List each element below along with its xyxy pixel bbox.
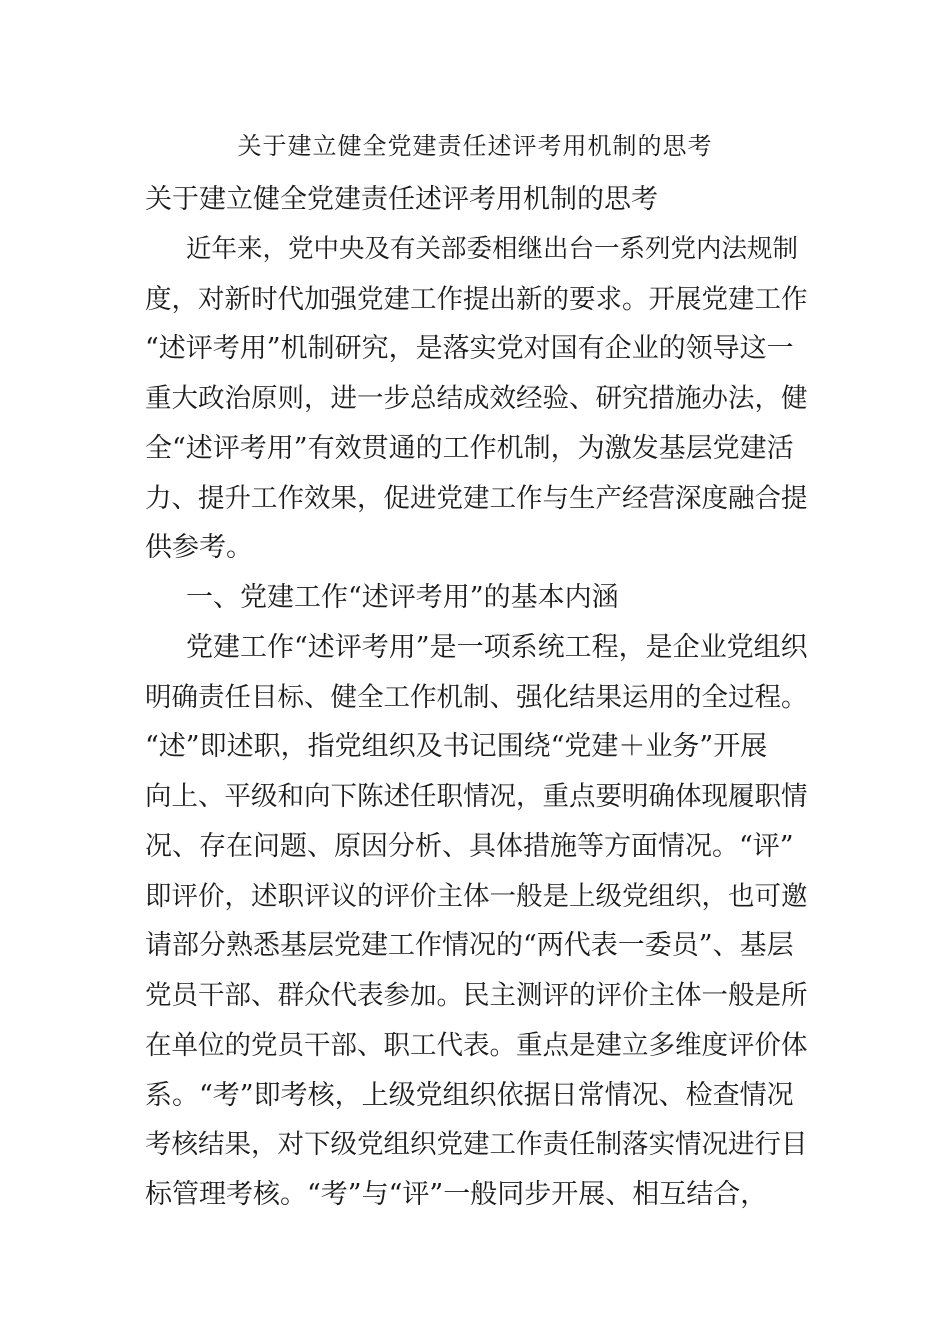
text-line: 党建工作“述评考用”是一项系统工程，是企业党组织 [186,631,808,663]
document-title: 关于建立健全党建责任述评考用机制的思考 [237,132,713,160]
text-line: “述评考用”机制研究，是落实党对国有企业的领导这一 [145,333,794,365]
text-line: 重大政治原则，进一步总结成效经验、研究措施办法，健 [145,383,808,414]
text-line: 全“述评考用”有效贯通的工作机制，为激发基层党建活 [145,432,794,464]
text-line: 请部分熟悉基层党建工作情况的“两代表一委员”、基层 [145,930,794,962]
text-line: 供参考。 [145,532,253,564]
text-line: 系。“考”即考核，上级党组织依据日常情况、检查情况 [145,1079,794,1111]
text-line: “述”即述职，指党组织及书记围绕“党建＋业务”开展 [145,731,768,763]
text-line: 近年来，党中央及有关部委相继出台一系列党内法规制 [186,233,799,264]
text-line: 明确责任目标、健全工作机制、强化结果运用的全过程。 [145,681,808,713]
document-subtitle: 关于建立健全党建责任述评考用机制的思考 [145,184,658,215]
text-line: 标管理考核。“考”与“评”一般同步开展、相互结合， [145,1179,768,1210]
text-line: 党员干部、群众代表参加。民主测评的评价主体一般是所 [145,980,808,1011]
text-line: 即评价，述职评议的评价主体一般是上级党组织，也可邀 [145,880,808,912]
text-line: 力、提升工作效果，促进党建工作与生产经营深度融合提 [145,482,808,514]
text-line: 在单位的党员干部、职工代表。重点是建立多维度评价体 [145,1029,808,1061]
text-line: 向上、平级和向下陈述任职情况，重点要明确体现履职情 [145,781,808,812]
text-line: 一、党建工作“述评考用”的基本内涵 [186,582,619,613]
document-body [145,175,807,1220]
text-line: 考核结果，对下级党组织党建工作责任制落实情况进行目 [145,1129,808,1161]
text-line: 况、存在问题、原因分析、具体措施等方面情况。“评” [145,830,794,862]
text-line: 度，对新时代加强党建工作提出新的要求。开展党建工作 [145,283,808,315]
